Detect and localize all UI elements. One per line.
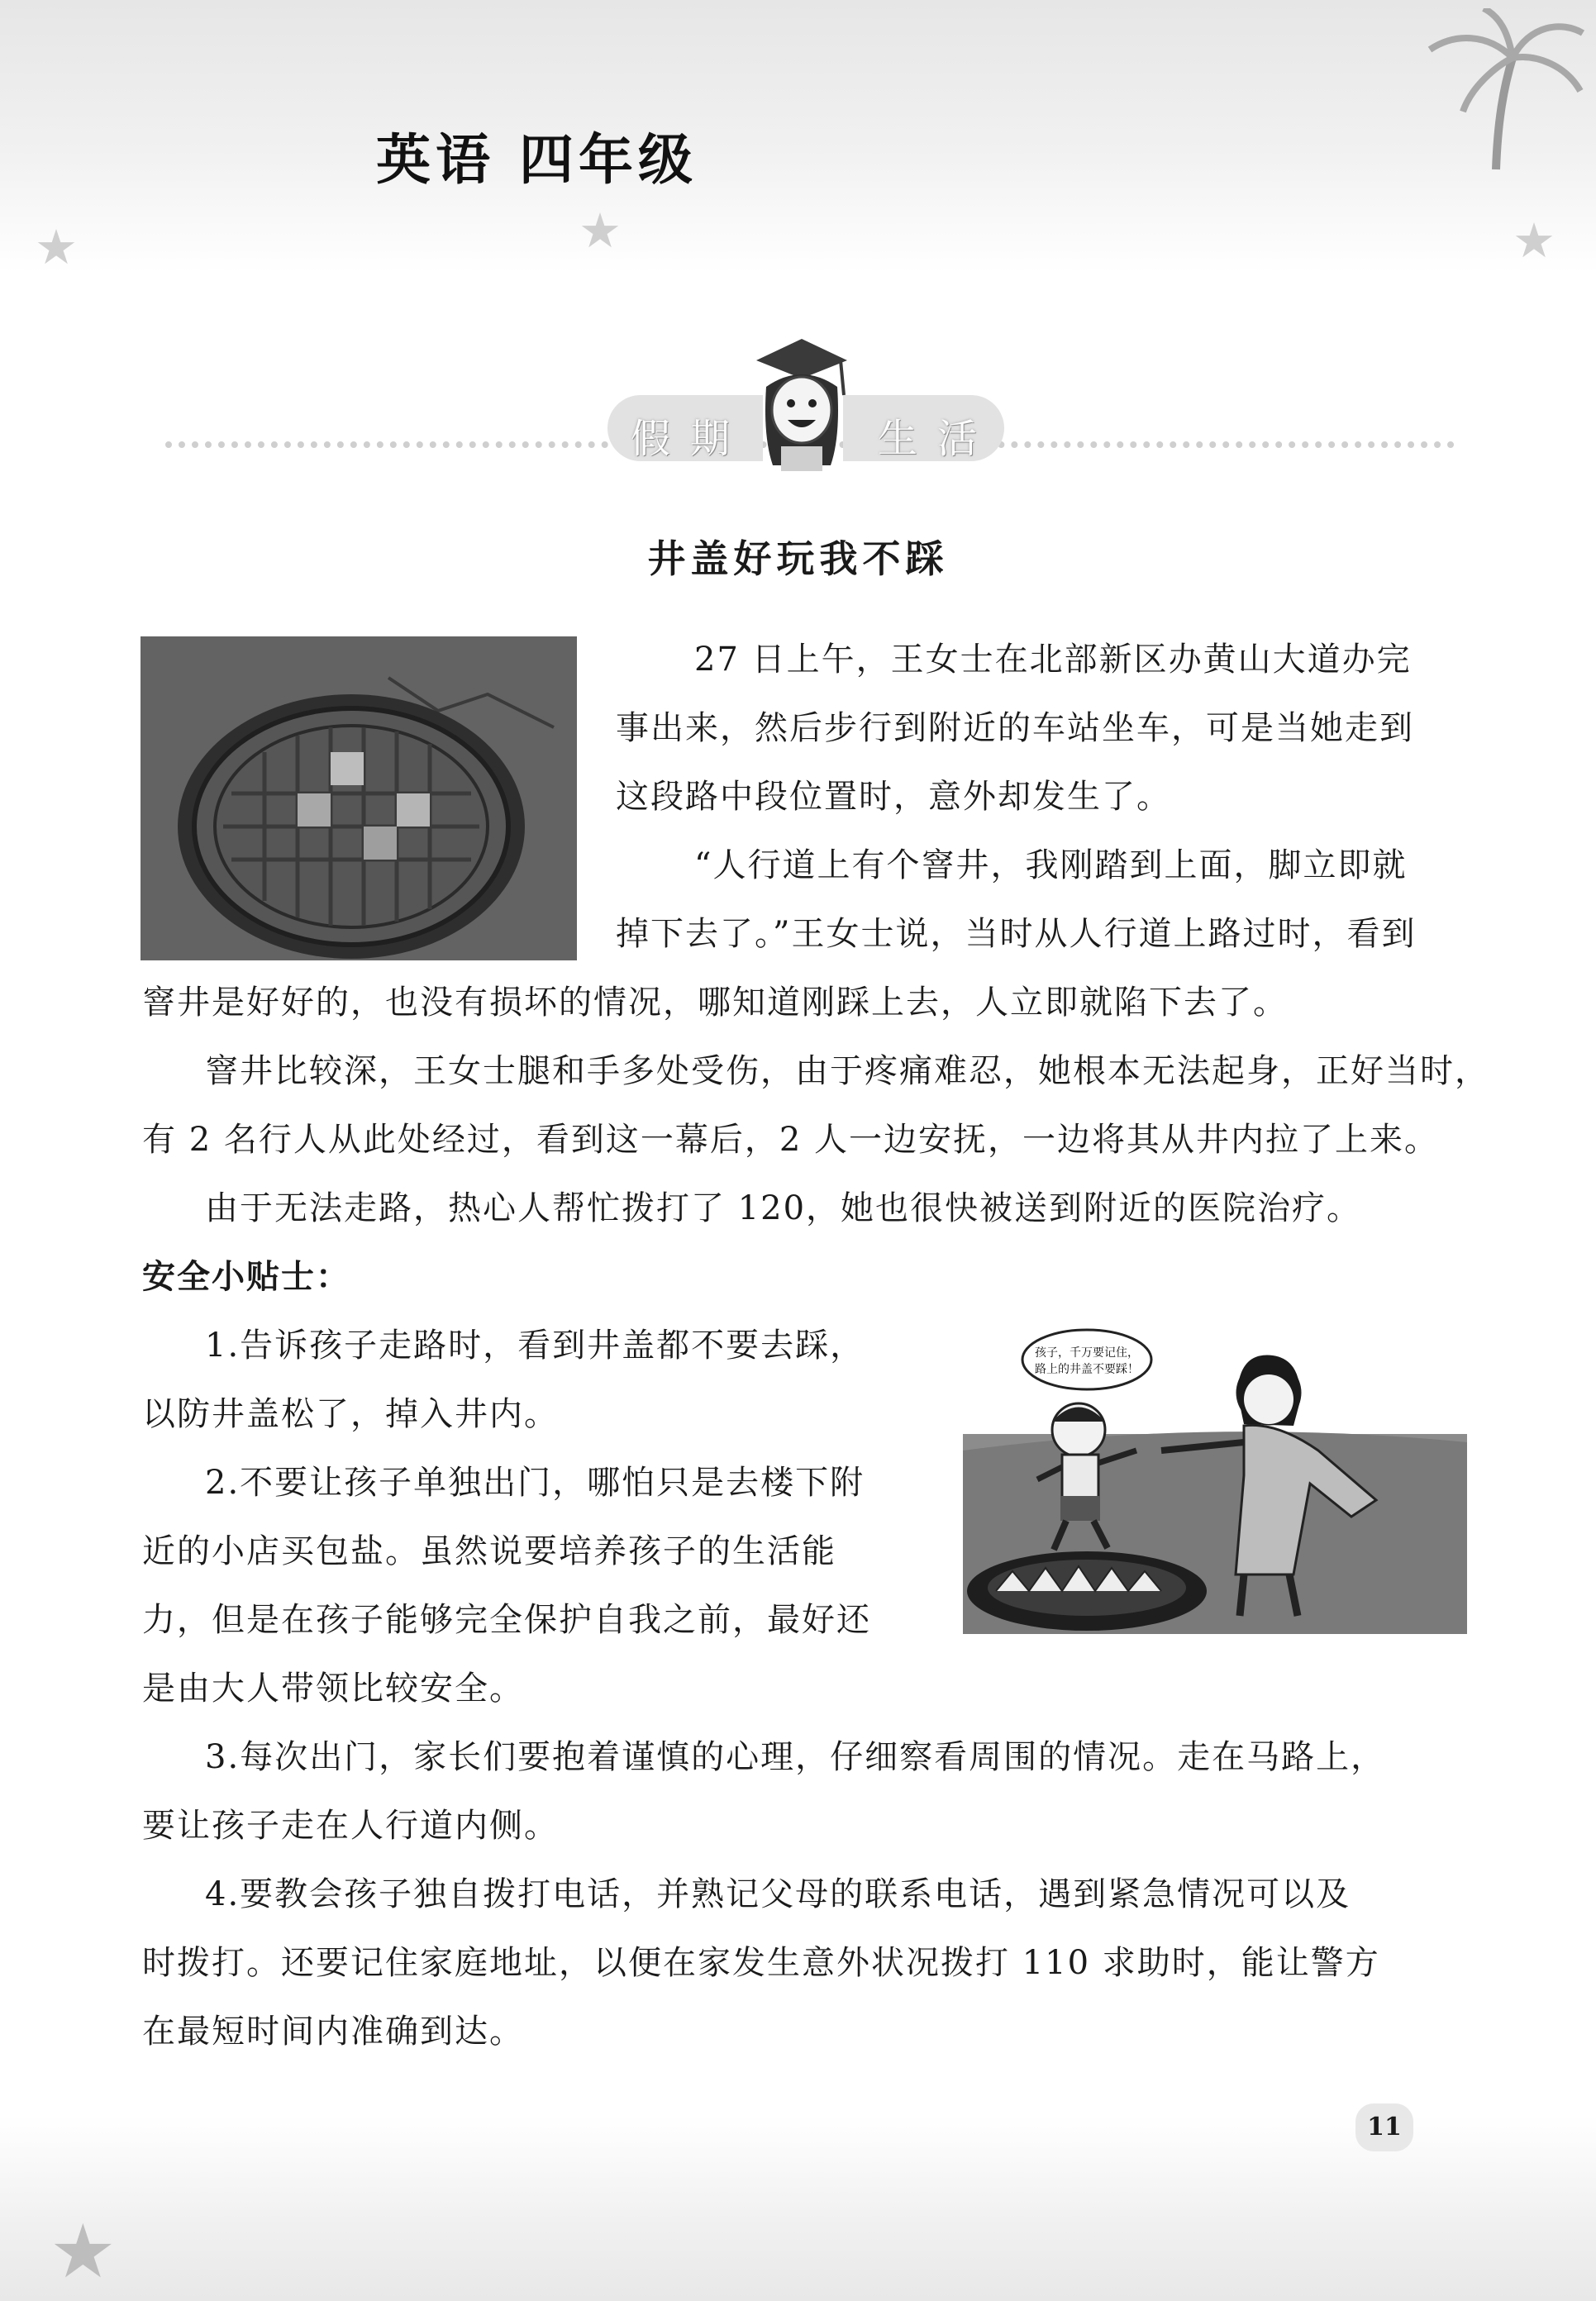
section-label-right: 生活	[878, 416, 998, 462]
article-line: “人行道上有个窨井，我刚踏到上面，脚立即就	[694, 846, 1408, 884]
header-decoration	[0, 0, 1596, 273]
parent-child-cartoon	[963, 1327, 1467, 1634]
article-title: 井盖好玩我不踩	[647, 536, 949, 581]
tips-label: 安全小贴士：	[142, 1258, 350, 1296]
article-line: 掉下去了。”王女士说，当时从人行道上路过时，看到	[616, 915, 1417, 953]
article-line: 由于无法走路，热心人帮忙拨打了 120，她也很快被送到附近的医院治疗。	[205, 1189, 1362, 1227]
palm-tree-icon	[1405, 8, 1587, 174]
star-icon: ★	[1513, 212, 1556, 269]
star-icon: ★	[35, 219, 78, 275]
tip-line: 近的小店买包盐。虽然说要培养孩子的生活能	[142, 1532, 836, 1570]
book-title: 英语 四年级	[376, 127, 698, 192]
tip-line: 2.不要让孩子单独出门，哪怕只是去楼下附	[205, 1464, 865, 1502]
tip-line: 力，但是在孩子能够完全保护自我之前，最好还	[142, 1601, 871, 1639]
article-line: 事出来，然后步行到附近的车站坐车，可是当她走到	[616, 709, 1414, 747]
section-label-left: 假期	[631, 416, 750, 462]
tip-line: 4.要教会孩子独自拨打电话，并熟记父母的联系电话，遇到紧急情况可以及	[205, 1875, 1351, 1913]
page-number: 11	[1355, 2103, 1413, 2151]
tip-line: 要让孩子走在人行道内侧。	[142, 1807, 559, 1845]
article-line: 窨井是好好的，也没有损坏的情况，哪知道刚踩上去，人立即就陷下去了。	[142, 984, 1288, 1022]
tip-line: 以防井盖松了，掉入井内。	[142, 1395, 559, 1433]
tip-line: 1.告诉孩子走路时，看到井盖都不要去踩，	[205, 1327, 865, 1365]
speech-line-1: 孩子，千万要记住，	[1035, 1346, 1139, 1360]
starfish-icon: ★	[50, 2208, 117, 2295]
graduate-mascot-icon	[748, 329, 855, 471]
section-banner-right	[843, 395, 1004, 461]
tip-line: 是由大人带领比较安全。	[142, 1670, 524, 1708]
manhole-cover-photo	[141, 636, 577, 960]
article-line: 窨井比较深，王女士腿和手多处受伤，由于疼痛难忍，她根本无法起身，正好当时，	[205, 1052, 1489, 1090]
article-line: 有 2 名行人从此处经过，看到这一幕后，2 人一边安抚，一边将其从井内拉了上来。	[142, 1121, 1440, 1159]
tip-line: 在最短时间内准确到达。	[142, 2013, 524, 2051]
speech-line-2: 路上的井盖不要踩！	[1035, 1363, 1139, 1376]
section-banner-left	[607, 395, 763, 461]
tip-line: 时拨打。还要记住家庭地址，以便在家发生意外状况拨打 110 求助时，能让警方	[142, 1944, 1380, 1982]
tip-line: 3.每次出门，家长们要抱着谨慎的心理，仔细察看周围的情况。走在马路上，	[205, 1738, 1386, 1776]
article-line: 27 日上午，王女士在北部新区办黄山大道办完	[694, 641, 1412, 679]
star-icon: ★	[579, 202, 622, 259]
footer-decoration	[0, 2116, 1596, 2301]
article-line: 这段路中段位置时，意外却发生了。	[616, 778, 1171, 816]
